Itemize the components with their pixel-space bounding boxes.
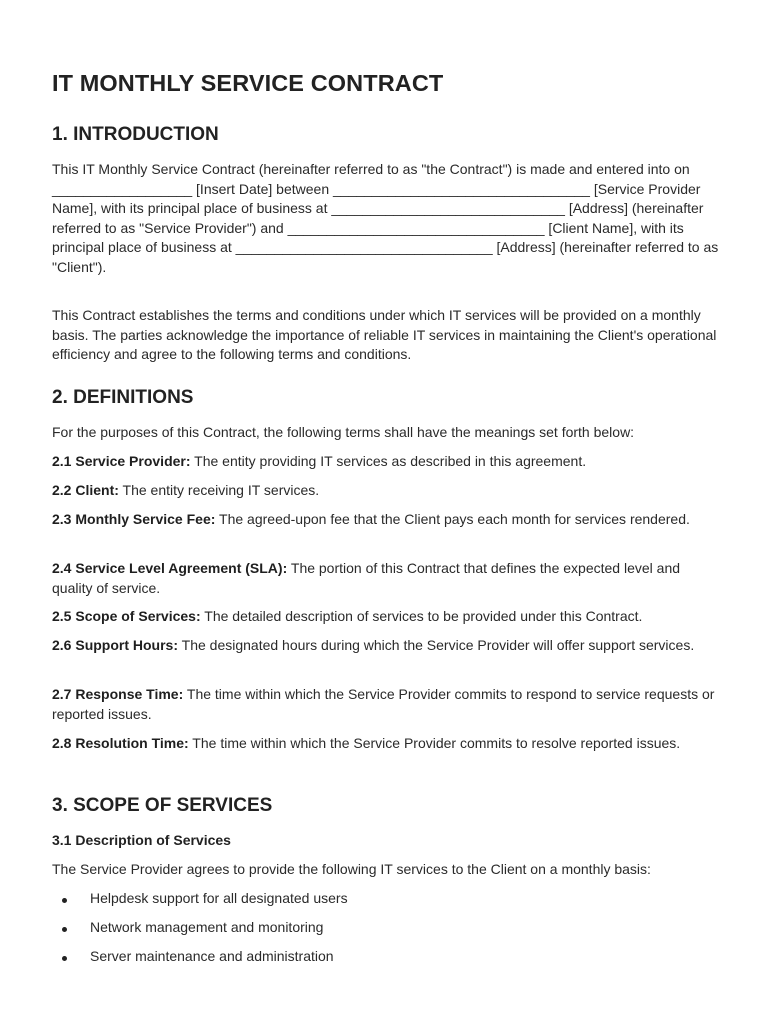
definition-term: 2.5 Scope of Services: <box>52 608 201 624</box>
definition-term: 2.2 Client: <box>52 482 119 498</box>
definition-term: 2.1 Service Provider: <box>52 453 191 469</box>
introduction-paragraph-2: This Contract establishes the terms and conditions under which IT services will be provided on a monthly basis. The parties acknowledge the importance of reliable IT services in maintaining the Client's operational efficiency and agree to the following terms and conditions. <box>52 307 717 362</box>
scope-heading: 3. SCOPE OF SERVICES <box>52 795 273 816</box>
list-item-text: Server maintenance and administration <box>90 948 334 964</box>
definition-term: 2.8 Resolution Time: <box>52 735 189 751</box>
definition-item <box>52 559 720 598</box>
definition-term: 2.6 Support Hours: <box>52 637 179 653</box>
definition-text: The time within which the Service Provider commits to resolve reported issues. <box>188 735 681 751</box>
definition-item <box>52 452 720 472</box>
list-item-text: Helpdesk support for all designated users <box>90 890 348 906</box>
bullet-icon <box>62 898 67 903</box>
scope-subheading: 3.1 Description of Services <box>52 832 231 848</box>
definition-item <box>52 636 720 656</box>
definition-item <box>52 685 720 724</box>
definitions-heading: 2. DEFINITIONS <box>52 387 194 408</box>
definition-text: The entity receiving IT services. <box>118 482 320 498</box>
definition-term: 2.7 Response Time: <box>52 686 184 702</box>
definition-text: The entity providing IT services as described in this agreement. <box>190 453 587 469</box>
definition-item <box>52 510 720 530</box>
bullet-icon <box>62 927 67 932</box>
definition-text: The time within which the Service Provider commits to respond to service requests or reported issues. <box>52 686 715 722</box>
list-item-text: Network management and monitoring <box>90 919 324 935</box>
introduction-heading: 1. INTRODUCTION <box>52 124 219 145</box>
scope-intro: The Service Provider agrees to provide the following IT services to the Client on a monthly basis: <box>52 861 651 877</box>
definition-text: The designated hours during which the Service Provider will offer support services. <box>178 637 695 653</box>
definitions-intro: For the purposes of this Contract, the following terms shall have the meanings set forth below: <box>52 424 635 440</box>
bullet-icon <box>62 956 67 961</box>
definition-term: 2.3 Monthly Service Fee: <box>52 511 216 527</box>
document-title: IT MONTHLY SERVICE CONTRACT <box>52 70 444 96</box>
definition-text: The detailed description of services to be provided under this Contract. <box>200 608 643 624</box>
definition-text: The portion of this Contract that defines the expected level and quality of service. <box>52 560 681 596</box>
introduction-paragraph-1: This IT Monthly Service Contract (hereinafter referred to as "the Contract") is made and entered into on __________________ [Insert Date] between _________________________________ [Service Provider Name], with its principal place of business at ______________________________ [Address] (hereinafter referred to as "Service Provider") and _________________________________ [Client Name], with its principal place of business at _________________________________ [Address] (hereinafter referred to as "Client"). <box>52 161 719 275</box>
definition-item <box>52 607 720 627</box>
definition-item <box>52 481 720 501</box>
definition-term: 2.4 Service Level Agreement (SLA): <box>52 560 288 576</box>
definition-item <box>52 734 720 754</box>
definition-text: The agreed-upon fee that the Client pays each month for services rendered. <box>215 511 690 527</box>
